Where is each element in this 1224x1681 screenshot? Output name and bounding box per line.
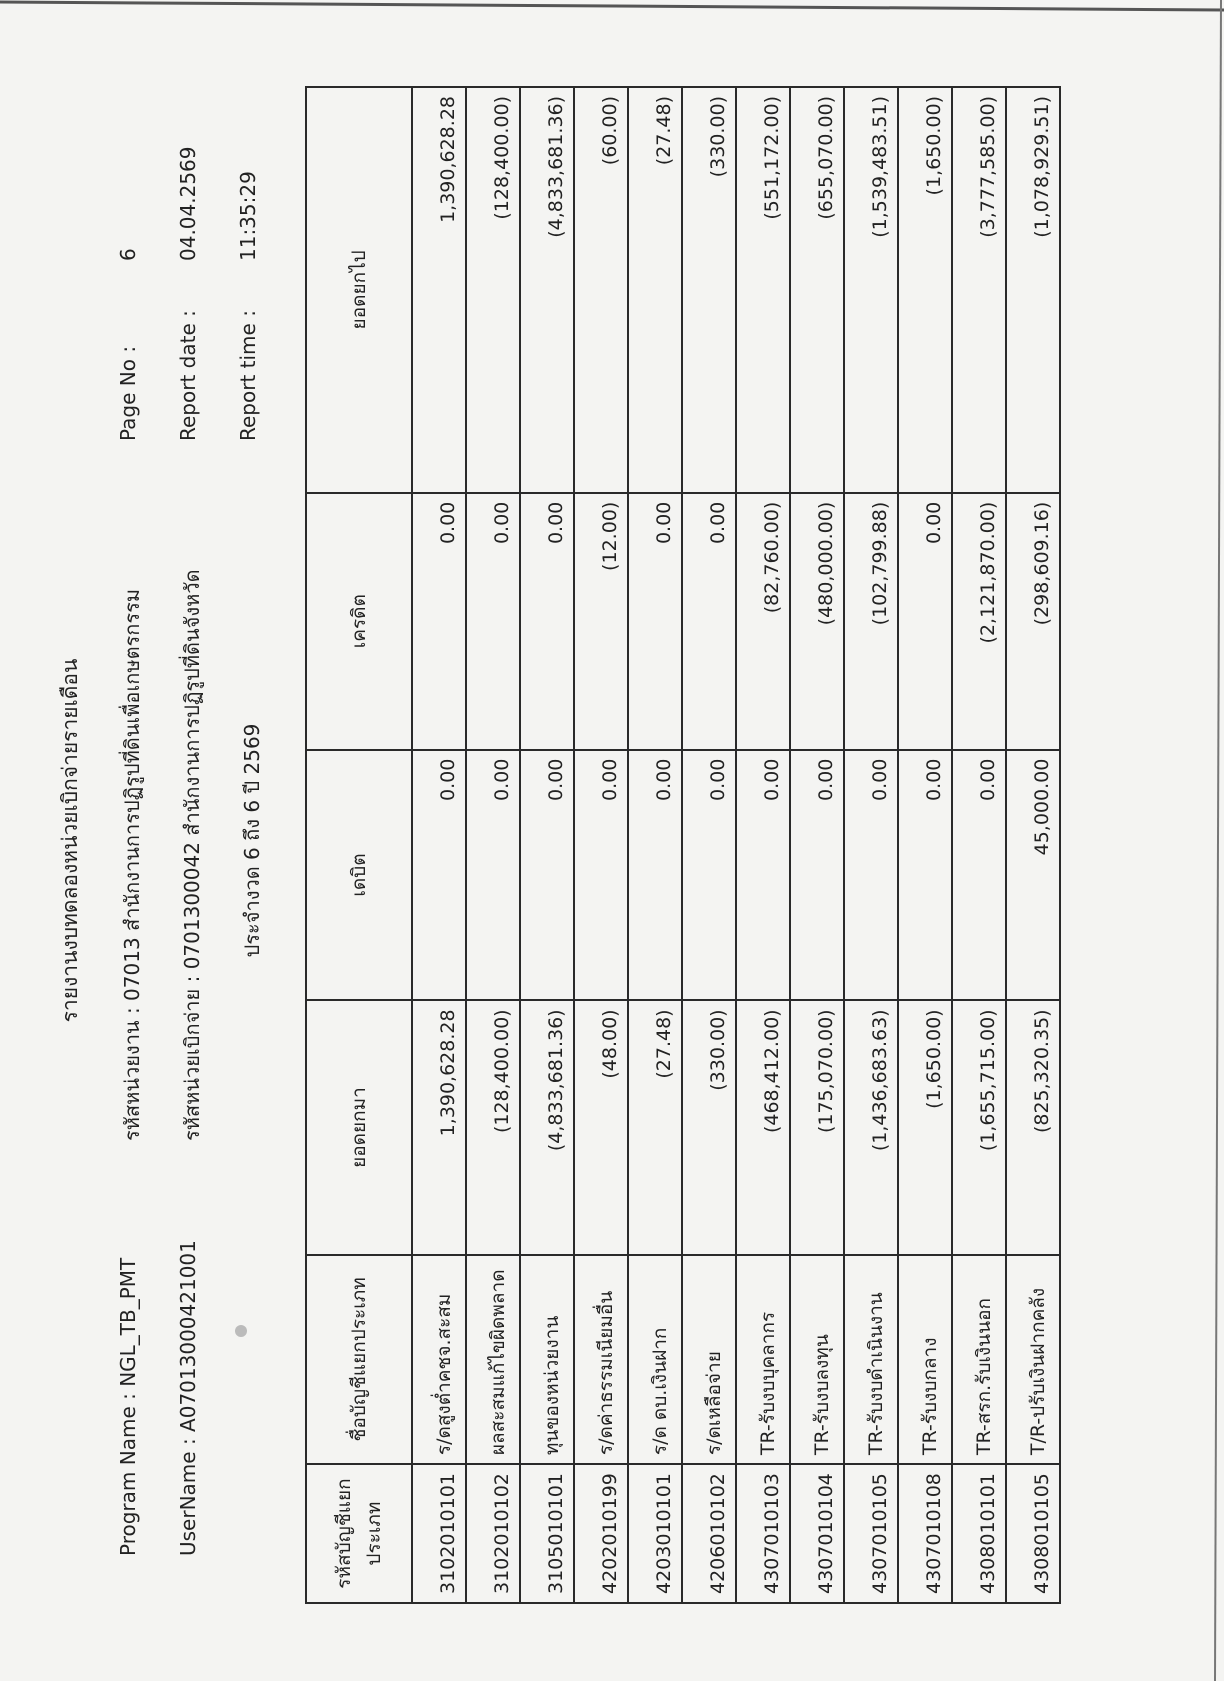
cell-carried-forward: (27.48): [628, 87, 682, 493]
cell-credit: (12.00): [574, 493, 628, 750]
cell-account-code: 4307010104: [790, 1464, 844, 1603]
header-carried-forward: ยอดยกไป: [306, 87, 412, 493]
header-account-name: ชื่อบัญชีแยกประเภท: [306, 1255, 412, 1465]
table-row: [1006, 87, 1060, 1603]
trial-balance-table: [305, 86, 1061, 1604]
cell-credit: (102,799.88): [844, 493, 898, 750]
table-row: [520, 87, 574, 1603]
cell-account-code: 4202010199: [574, 1464, 628, 1603]
table-row: [898, 87, 952, 1603]
cell-brought-forward: (175,070.00): [790, 1000, 844, 1254]
cell-debit: 0.00: [898, 750, 952, 1001]
cell-brought-forward: (1,655,715.00): [952, 1000, 1006, 1254]
cell-account-code: 4307010103: [736, 1464, 790, 1603]
cell-debit: 0.00: [466, 750, 520, 1001]
cell-account-code: 4206010102: [682, 1464, 736, 1603]
cell-credit: (2,121,870.00): [952, 493, 1006, 750]
cell-carried-forward: (330.00): [682, 87, 736, 493]
cell-carried-forward: (655,070.00): [790, 87, 844, 493]
cell-account-code: 4308010101: [952, 1464, 1006, 1603]
cell-account-name: TR-รับงบลงทุน: [790, 1255, 844, 1465]
table-row: [952, 87, 1006, 1603]
cell-debit: 0.00: [952, 750, 1006, 1001]
cell-credit: 0.00: [466, 493, 520, 750]
cell-account-name: TR-สรก.รับเงินนอก: [952, 1255, 1006, 1465]
cell-brought-forward: (468,412.00): [736, 1000, 790, 1254]
cell-account-code: 4307010108: [898, 1464, 952, 1603]
cell-debit: 0.00: [844, 750, 898, 1001]
cell-brought-forward: (825,320.35): [1006, 1000, 1060, 1254]
cell-debit: 0.00: [574, 750, 628, 1001]
user-name: UserName : A07013000421001: [176, 1240, 200, 1556]
cell-account-name: ผลสะสมแก้ไขผิดพลาด: [466, 1255, 520, 1465]
table-row: [466, 87, 520, 1603]
cell-brought-forward: (4,833,681.36): [520, 1000, 574, 1254]
cell-brought-forward: (27.48): [628, 1000, 682, 1254]
cell-account-code: 4308010105: [1006, 1464, 1060, 1603]
table-row: [844, 87, 898, 1603]
cell-credit: (480,000.00): [790, 493, 844, 750]
cell-carried-forward: (1,078,929.51): [1006, 87, 1060, 493]
header-account-code: รหัสบัญชีแยกประเภท: [306, 1464, 412, 1603]
table-row: [628, 87, 682, 1603]
cell-debit: 0.00: [520, 750, 574, 1001]
table-row: [412, 87, 466, 1603]
cell-credit: 0.00: [628, 493, 682, 750]
cell-credit: 0.00: [898, 493, 952, 750]
cell-debit: 45,000.00: [1006, 750, 1060, 1001]
cell-credit: (82,760.00): [736, 493, 790, 750]
header-brought-forward: ยอดยกมา: [306, 1000, 412, 1254]
cell-debit: 0.00: [736, 750, 790, 1001]
table-row: [682, 87, 736, 1603]
cell-account-name: ร/ดสูงต่ำคชจ.สะสม: [412, 1255, 466, 1465]
cell-account-name: ร/ดเหลือจ่าย: [682, 1255, 736, 1465]
program-name: Program Name : NGL_TB_PMT: [116, 1257, 140, 1556]
cell-carried-forward: (1,650.00): [898, 87, 952, 493]
table-header-row: [306, 87, 412, 1603]
cell-brought-forward: (1,436,683.63): [844, 1000, 898, 1254]
table-row: [736, 87, 790, 1603]
table-body: [412, 87, 1060, 1603]
cell-debit: 0.00: [412, 750, 466, 1001]
cell-carried-forward: (3,777,585.00): [952, 87, 1006, 493]
cell-account-name: TR-รับงบบุคลากร: [736, 1255, 790, 1465]
header-credit: เครดิต: [306, 493, 412, 750]
table-row: [790, 87, 844, 1603]
cell-debit: 0.00: [682, 750, 736, 1001]
cell-carried-forward: (1,539,483.51): [844, 87, 898, 493]
cell-brought-forward: 1,390,628.28: [412, 1000, 466, 1254]
cell-credit: 0.00: [682, 493, 736, 750]
agency-code-line: รหัสหน่วยงาน : 07013 สำนักงานการปฏิรูปที่ดินเพื่อเกษตรกรรม: [120, 588, 144, 1141]
cell-debit: 0.00: [790, 750, 844, 1001]
scan-speck: [235, 1325, 247, 1337]
cell-credit: 0.00: [412, 493, 466, 750]
page-number-value: 6: [116, 248, 140, 261]
cell-credit: 0.00: [520, 493, 574, 750]
report-time-label: Report time :: [236, 310, 260, 441]
cell-carried-forward: (551,172.00): [736, 87, 790, 493]
cell-account-name: TR-รับงบดำเนินงาน: [844, 1255, 898, 1465]
cell-account-code: 4203010101: [628, 1464, 682, 1603]
cell-carried-forward: (4,833,681.36): [520, 87, 574, 493]
cell-account-name: ร/ด ดบ.เงินฝาก: [628, 1255, 682, 1465]
cell-brought-forward: (330.00): [682, 1000, 736, 1254]
cell-brought-forward: (128,400.00): [466, 1000, 520, 1254]
cell-account-name: ทุนของหน่วยงาน: [520, 1255, 574, 1465]
header-debit: เดบิต: [306, 750, 412, 1001]
cell-carried-forward: (60.00): [574, 87, 628, 493]
report-title: รายงานงบทดลองหน่วยเบิกจ่ายรายเดือน: [58, 658, 82, 1023]
cell-brought-forward: (48.00): [574, 1000, 628, 1254]
period-line: ประจำงวด 6 ถึง 6 ปี 2569: [240, 723, 264, 958]
cell-account-code: 4307010105: [844, 1464, 898, 1603]
report-time-value: 11:35:29: [236, 171, 260, 261]
cell-debit: 0.00: [628, 750, 682, 1001]
report-date-value: 04.04.2569: [176, 146, 200, 261]
cell-account-code: 3105010101: [520, 1464, 574, 1603]
cell-carried-forward: 1,390,628.28: [412, 87, 466, 493]
cell-account-code: 3102010101: [412, 1464, 466, 1603]
cell-account-name: T/R-ปรับเงินฝากคลัง: [1006, 1255, 1060, 1465]
report-date-label: Report date :: [176, 310, 200, 441]
cell-credit: (298,609.16): [1006, 493, 1060, 750]
cell-account-name: TR-รับงบกลาง: [898, 1255, 952, 1465]
cell-carried-forward: (128,400.00): [466, 87, 520, 493]
cell-account-code: 3102010102: [466, 1464, 520, 1603]
table-row: [574, 87, 628, 1603]
cell-account-name: ร/ดค่าธรรมเนียมอื่น: [574, 1255, 628, 1465]
page-number-label: Page No :: [116, 345, 140, 441]
disbursing-unit-line: รหัสหน่วยเบิกจ่าย : 0701300042 สำนักงานการปฏิรูปที่ดินจังหวัด: [180, 569, 204, 1141]
cell-brought-forward: (1,650.00): [898, 1000, 952, 1254]
